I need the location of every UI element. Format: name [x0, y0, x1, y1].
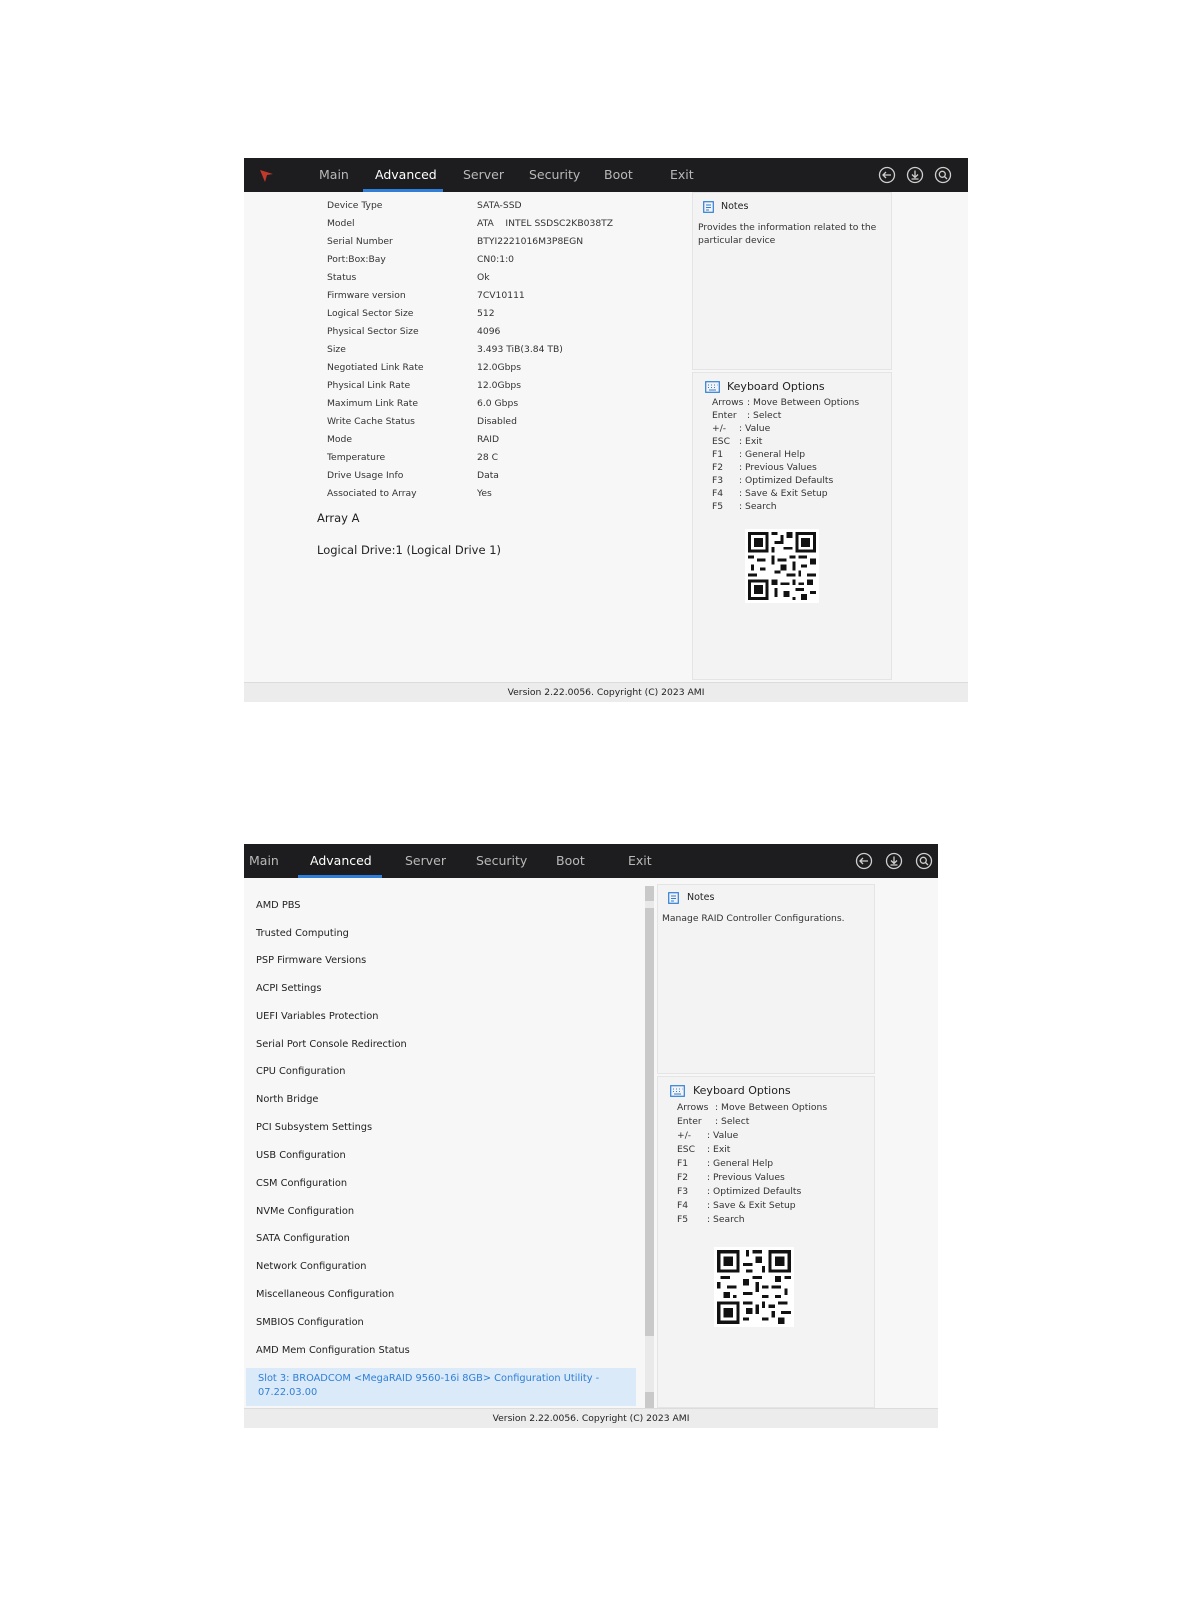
associated-to-array-value: Yes [477, 488, 492, 499]
port-box-bay-label: Port:Box:Bay [327, 254, 386, 265]
device-type-value: SATA-SSD [477, 200, 522, 211]
kb-key-plus-minus: +/- [712, 423, 727, 434]
firmware-version-value: 7CV10111 [477, 290, 525, 301]
tab-exit[interactable]: Exit [628, 853, 652, 868]
logical-sector-size-label: Logical Sector Size [327, 308, 414, 319]
maximum-link-rate-label: Maximum Link Rate [327, 398, 418, 409]
back-icon[interactable] [878, 166, 896, 184]
model-value: ATA INTEL SSDSC2KB038TZ [477, 218, 614, 229]
keyboard-options-title: Keyboard Options [727, 380, 825, 393]
kb-desc-arrows: : Move Between Options [747, 397, 860, 408]
tab-server[interactable]: Server [405, 853, 446, 868]
maximum-link-rate-value: 6.0 Gbps [477, 398, 519, 409]
tab-advanced[interactable]: Advanced [375, 167, 437, 182]
physical-sector-size-label: Physical Sector Size [327, 326, 419, 337]
download-icon[interactable] [906, 166, 924, 184]
menu-item-csm-configuration[interactable]: CSM Configuration [256, 1178, 348, 1189]
size-label: Size [327, 344, 346, 355]
logical-drive-heading[interactable]: Logical Drive:1 (Logical Drive 1) [317, 543, 502, 557]
kb-key-f3: F3 [677, 1186, 689, 1197]
qr-code-icon [745, 529, 819, 603]
write-cache-status-label: Write Cache Status [327, 416, 415, 427]
negotiated-link-rate-value: 12.0Gbps [477, 362, 522, 373]
keyboard-icon [670, 1085, 685, 1097]
serial-number-label: Serial Number [327, 236, 393, 247]
menu-item-north-bridge[interactable]: North Bridge [256, 1094, 319, 1105]
kb-desc-esc: : Exit [707, 1144, 731, 1155]
menu-item-miscellaneous-configuration[interactable]: Miscellaneous Configuration [256, 1289, 395, 1300]
keyboard-options-title: Keyboard Options [693, 1084, 791, 1097]
notes-title: Notes [721, 201, 749, 212]
kb-desc-enter: : Select [715, 1116, 750, 1127]
kb-key-f5: F5 [677, 1214, 689, 1225]
kb-key-f2: F2 [712, 462, 724, 473]
array-heading[interactable]: Array A [317, 511, 360, 525]
kb-key-f2: F2 [677, 1172, 689, 1183]
keyboard-options-panel [657, 1076, 875, 1408]
kb-key-esc: ESC [677, 1144, 696, 1155]
kb-desc-f1: : General Help [739, 449, 806, 460]
tab-advanced[interactable]: Advanced [310, 853, 372, 868]
kb-desc-f4: : Save & Exit Setup [707, 1200, 796, 1211]
menu-item-sata-configuration[interactable]: SATA Configuration [256, 1233, 350, 1244]
kb-key-f1: F1 [712, 449, 724, 460]
kb-desc-f3: : Optimized Defaults [739, 475, 834, 486]
kb-desc-f2: : Previous Values [707, 1172, 785, 1183]
tab-main[interactable]: Main [319, 167, 349, 182]
kb-key-arrows: Arrows [677, 1102, 709, 1113]
tab-main[interactable]: Main [249, 853, 279, 868]
back-icon[interactable] [855, 852, 873, 870]
model-label: Model [327, 218, 355, 229]
kb-key-f4: F4 [712, 488, 724, 499]
mode-value: RAID [477, 434, 500, 445]
kb-desc-f5: : Search [707, 1214, 745, 1225]
menu-item-cpu-configuration[interactable]: CPU Configuration [256, 1066, 346, 1077]
kb-key-plus-minus: +/- [677, 1130, 692, 1141]
bios-screen-advanced-menu [244, 844, 938, 1428]
qr-code-icon [714, 1247, 794, 1327]
tab-boot[interactable]: Boot [604, 167, 633, 182]
kb-desc-f5: : Search [739, 501, 777, 512]
tab-security[interactable]: Security [476, 853, 528, 868]
tab-security[interactable]: Security [529, 167, 581, 182]
status-value: Ok [477, 272, 490, 283]
scrollbar-thumb[interactable] [645, 908, 654, 1336]
kb-desc-f1: : General Help [707, 1158, 774, 1169]
keyboard-options-panel [692, 372, 892, 680]
physical-link-rate-label: Physical Link Rate [327, 380, 411, 391]
scrollbar-top-handle[interactable] [645, 886, 654, 901]
kb-desc-f2: : Previous Values [739, 462, 817, 473]
kb-desc-f4: : Save & Exit Setup [739, 488, 828, 499]
version-footer: Version 2.22.0056. Copyright (C) 2023 AMI [244, 682, 968, 702]
drive-usage-info-label: Drive Usage Info [327, 470, 404, 481]
serial-number-value: BTYI2221016M3P8EGN [477, 236, 584, 247]
menu-item-network-configuration[interactable]: Network Configuration [256, 1261, 367, 1272]
menu-item-psp-firmware-versions[interactable]: PSP Firmware Versions [256, 955, 367, 966]
keyboard-icon [705, 381, 720, 393]
kb-key-enter: Enter [677, 1116, 702, 1127]
search-icon[interactable] [934, 166, 952, 184]
drive-usage-info-value: Data [477, 470, 499, 481]
menu-item-nvme-configuration[interactable]: NVMe Configuration [256, 1206, 355, 1217]
temperature-value: 28 C [477, 452, 499, 463]
kb-key-f3: F3 [712, 475, 724, 486]
bios-screen-device-info [244, 158, 968, 702]
tab-exit[interactable]: Exit [670, 167, 694, 182]
scrollbar-bottom-handle[interactable] [645, 1392, 654, 1408]
notes-panel [692, 192, 892, 370]
device-type-label: Device Type [327, 200, 383, 211]
menu-item-amd-pbs[interactable]: AMD PBS [256, 900, 301, 911]
kb-key-f1: F1 [677, 1158, 689, 1169]
negotiated-link-rate-label: Negotiated Link Rate [327, 362, 424, 373]
notes-text: Provides the information related to the particular device [698, 222, 877, 246]
status-label: Status [327, 272, 357, 283]
kb-desc-enter: : Select [747, 410, 782, 421]
top-navigation-bar [244, 158, 968, 192]
notes-icon [668, 892, 679, 904]
kb-key-f5: F5 [712, 501, 724, 512]
notes-icon [703, 201, 714, 213]
download-icon[interactable] [885, 852, 903, 870]
notes-panel [657, 884, 875, 1074]
menu-item-usb-configuration[interactable]: USB Configuration [256, 1150, 346, 1161]
kb-key-esc: ESC [712, 436, 731, 447]
mode-label: Mode [327, 434, 353, 445]
tab-server[interactable]: Server [463, 167, 504, 182]
firmware-version-label: Firmware version [327, 290, 406, 301]
top-navigation-bar [244, 844, 938, 878]
kb-desc-arrows: : Move Between Options [715, 1102, 828, 1113]
kb-key-f4: F4 [677, 1200, 689, 1211]
kb-key-enter: Enter [712, 410, 737, 421]
search-icon[interactable] [915, 852, 933, 870]
logical-sector-size-value: 512 [477, 308, 495, 319]
kb-desc-plus-minus: : Value [707, 1130, 739, 1141]
menu-item-smbios-configuration[interactable]: SMBIOS Configuration [256, 1317, 364, 1328]
menu-item-pci-subsystem-settings[interactable]: PCI Subsystem Settings [256, 1122, 373, 1133]
kb-desc-plus-minus: : Value [739, 423, 771, 434]
kb-key-arrows: Arrows [712, 397, 744, 408]
kb-desc-f3: : Optimized Defaults [707, 1186, 802, 1197]
menu-item-trusted-computing[interactable]: Trusted Computing [256, 928, 349, 939]
write-cache-status-value: Disabled [477, 416, 517, 427]
menu-item-raid-configuration-utility[interactable] [246, 1368, 636, 1406]
vendor-logo-icon [256, 166, 278, 184]
notes-text: Manage RAID Controller Configurations. [662, 913, 845, 924]
physical-sector-size-value: 4096 [477, 326, 501, 337]
active-tab-indicator [363, 189, 443, 192]
tab-boot[interactable]: Boot [556, 853, 585, 868]
notes-title: Notes [687, 892, 715, 903]
temperature-label: Temperature [327, 452, 386, 463]
associated-to-array-label: Associated to Array [327, 488, 417, 499]
version-footer: Version 2.22.0056. Copyright (C) 2023 AMI [244, 1408, 938, 1428]
active-tab-indicator [298, 875, 382, 878]
port-box-bay-value: CN0:1:0 [477, 254, 515, 265]
menu-item-acpi-settings[interactable]: ACPI Settings [256, 983, 322, 994]
menu-item-raid-configuration-utility-label: Slot 3: BROADCOM <MegaRAID 9560-16i 8GB> Configuration Utility - 07.22.03.00 [258, 1373, 600, 1398]
physical-link-rate-value: 12.0Gbps [477, 380, 522, 391]
menu-item-amd-mem-configuration-status[interactable]: AMD Mem Configuration Status [256, 1345, 410, 1356]
menu-item-serial-port-console-redirection[interactable]: Serial Port Console Redirection [256, 1039, 407, 1050]
kb-desc-esc: : Exit [739, 436, 763, 447]
size-value: 3.493 TiB(3.84 TB) [477, 344, 563, 355]
menu-item-uefi-variables-protection[interactable]: UEFI Variables Protection [256, 1011, 379, 1022]
